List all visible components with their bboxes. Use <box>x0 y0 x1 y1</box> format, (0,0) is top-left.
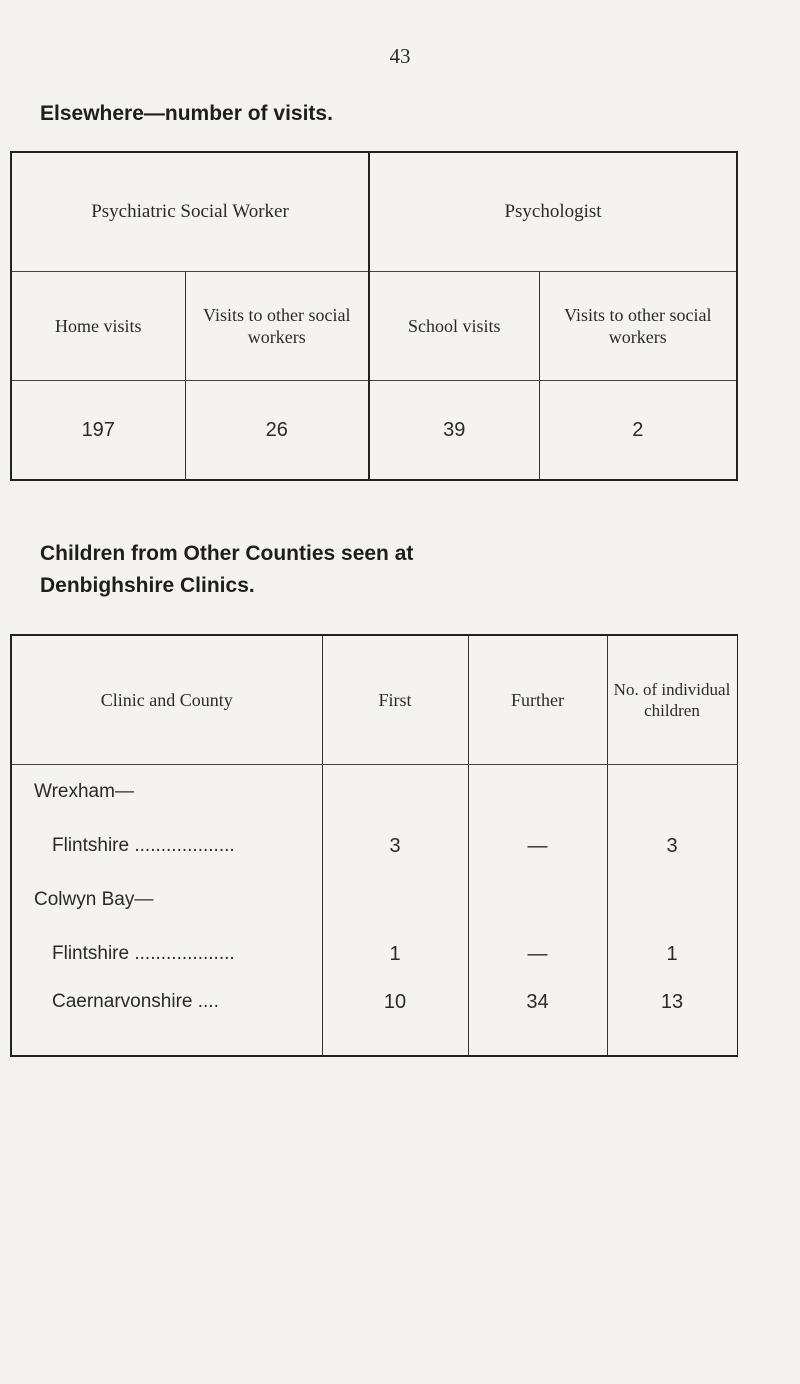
row-label: Flintshire ................... <box>52 835 235 856</box>
col-header-further: Further <box>468 635 607 765</box>
col-header-first: First <box>322 635 468 765</box>
row-label: Caernarvonshire .... <box>52 991 219 1012</box>
cell-children: 13 <box>607 981 737 1056</box>
row-label: Colwyn Bay— <box>34 889 154 910</box>
cell-further: — <box>468 819 607 873</box>
cell-first: 10 <box>322 981 468 1056</box>
col-header-home-visits: Home visits <box>11 272 185 381</box>
row-label: Wrexham— <box>34 781 134 802</box>
cell-first <box>322 765 468 820</box>
cell-further: 34 <box>468 981 607 1056</box>
value-school-visits: 39 <box>369 381 539 481</box>
col-header-visits-other-social-workers-psych: Visits to other social workers <box>539 272 737 381</box>
row-label: Flintshire ................... <box>52 943 235 964</box>
section-title-line-2: Denbighshire Clinics. <box>40 574 255 597</box>
cell-first: 1 <box>322 927 468 981</box>
table-row <box>11 765 737 820</box>
col-header-clinic-county: Clinic and County <box>11 635 322 765</box>
value-home-visits: 197 <box>81 418 115 441</box>
cell-further <box>468 873 607 927</box>
table-row <box>11 819 737 873</box>
cell-first: 3 <box>322 819 468 873</box>
table-row <box>11 873 737 927</box>
cell-children: 1 <box>607 927 737 981</box>
visits-table <box>10 151 738 481</box>
col-header-school-visits: School visits <box>369 272 539 381</box>
value-visits-other-psych: 2 <box>539 381 737 481</box>
cell-children <box>607 765 737 820</box>
col-header-visits-other-social-workers-psw: Visits to other social workers <box>185 272 369 381</box>
value-visits-other-psw: 26 <box>185 381 369 481</box>
col-header-individual-children: No. of individual children <box>607 635 737 765</box>
page-number: 43 <box>389 44 411 68</box>
table-row <box>11 927 737 981</box>
section-title-other-counties <box>40 538 413 602</box>
cell-further: — <box>468 927 607 981</box>
cell-first <box>322 873 468 927</box>
group-header-psychologist: Psychologist <box>369 152 737 272</box>
section-title-visits: Elsewhere—number of visits. <box>40 102 333 125</box>
cell-further <box>468 765 607 820</box>
section-title-line-1: Children from Other Counties seen at <box>40 542 414 565</box>
cell-children <box>607 873 737 927</box>
cell-children: 3 <box>607 819 737 873</box>
group-header-psychiatric-social-worker: Psychiatric Social Worker <box>11 152 369 272</box>
table-row <box>11 981 737 1056</box>
other-counties-table <box>10 634 738 1057</box>
